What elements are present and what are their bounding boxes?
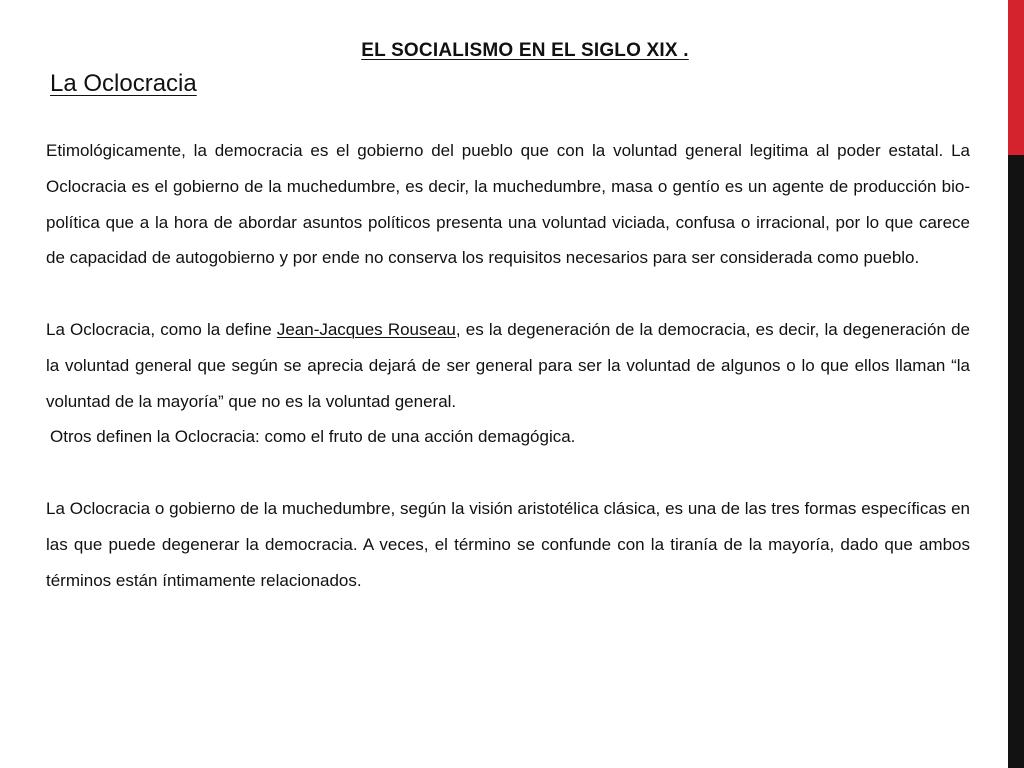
- slide-body: [46, 133, 970, 598]
- side-band-red: [1008, 0, 1024, 155]
- slide-title: EL SOCIALISMO EN EL SIGLO XIX .: [361, 40, 689, 61]
- paragraph-rousseau-intro: La Oclocracia, como la define: [46, 319, 277, 339]
- paragraph-rousseau-rest: , es la degeneración de la democracia, es decir, la degeneración de la voluntad general que según se aprecia dejará de ser general para ser la voluntad de algunos o lo que ellos llaman “la voluntad de la mayoría” que no es la voluntad general.: [46, 319, 970, 411]
- paragraph-etymology: Etimológicamente, la democracia es el gobierno del pueblo que con la voluntad general legitima al poder estatal. La Oclocracia es el gobierno de la muchedumbre, es decir, la muchedumbre, masa o gentío es un agente de producción bio-política que a la hora de abordar asuntos políticos presenta una voluntad viciada, confusa o irracional, por lo que carece de capacidad de autogobierno y por ende no conserva los requisitos necesarios para ser considerada como pueblo.: [46, 141, 970, 268]
- side-accent-band: [1008, 0, 1024, 768]
- paragraph-demagogy: [46, 419, 970, 455]
- paragraph-demagogy-text: Otros definen la Oclocracia: como el fruto de una acción demagógica.: [50, 427, 576, 447]
- slide-subtitle: La Oclocracia: [50, 70, 197, 97]
- paragraph-gap: [46, 276, 970, 312]
- side-band-black: [1008, 155, 1024, 768]
- paragraph-rousseau: [46, 312, 970, 419]
- rousseau-link[interactable]: Jean-Jacques Rouseau: [276, 319, 456, 339]
- paragraph-gap: [46, 455, 970, 491]
- paragraph-aristotle: La Oclocracia o gobierno de la muchedumbre, según la visión aristotélica clásica, es una de las tres formas específicas en las que puede degenerar la democracia. A veces, el término se confunde con la tiranía de la mayoría, dado que ambos términos están íntimamente relacionados.: [46, 498, 970, 590]
